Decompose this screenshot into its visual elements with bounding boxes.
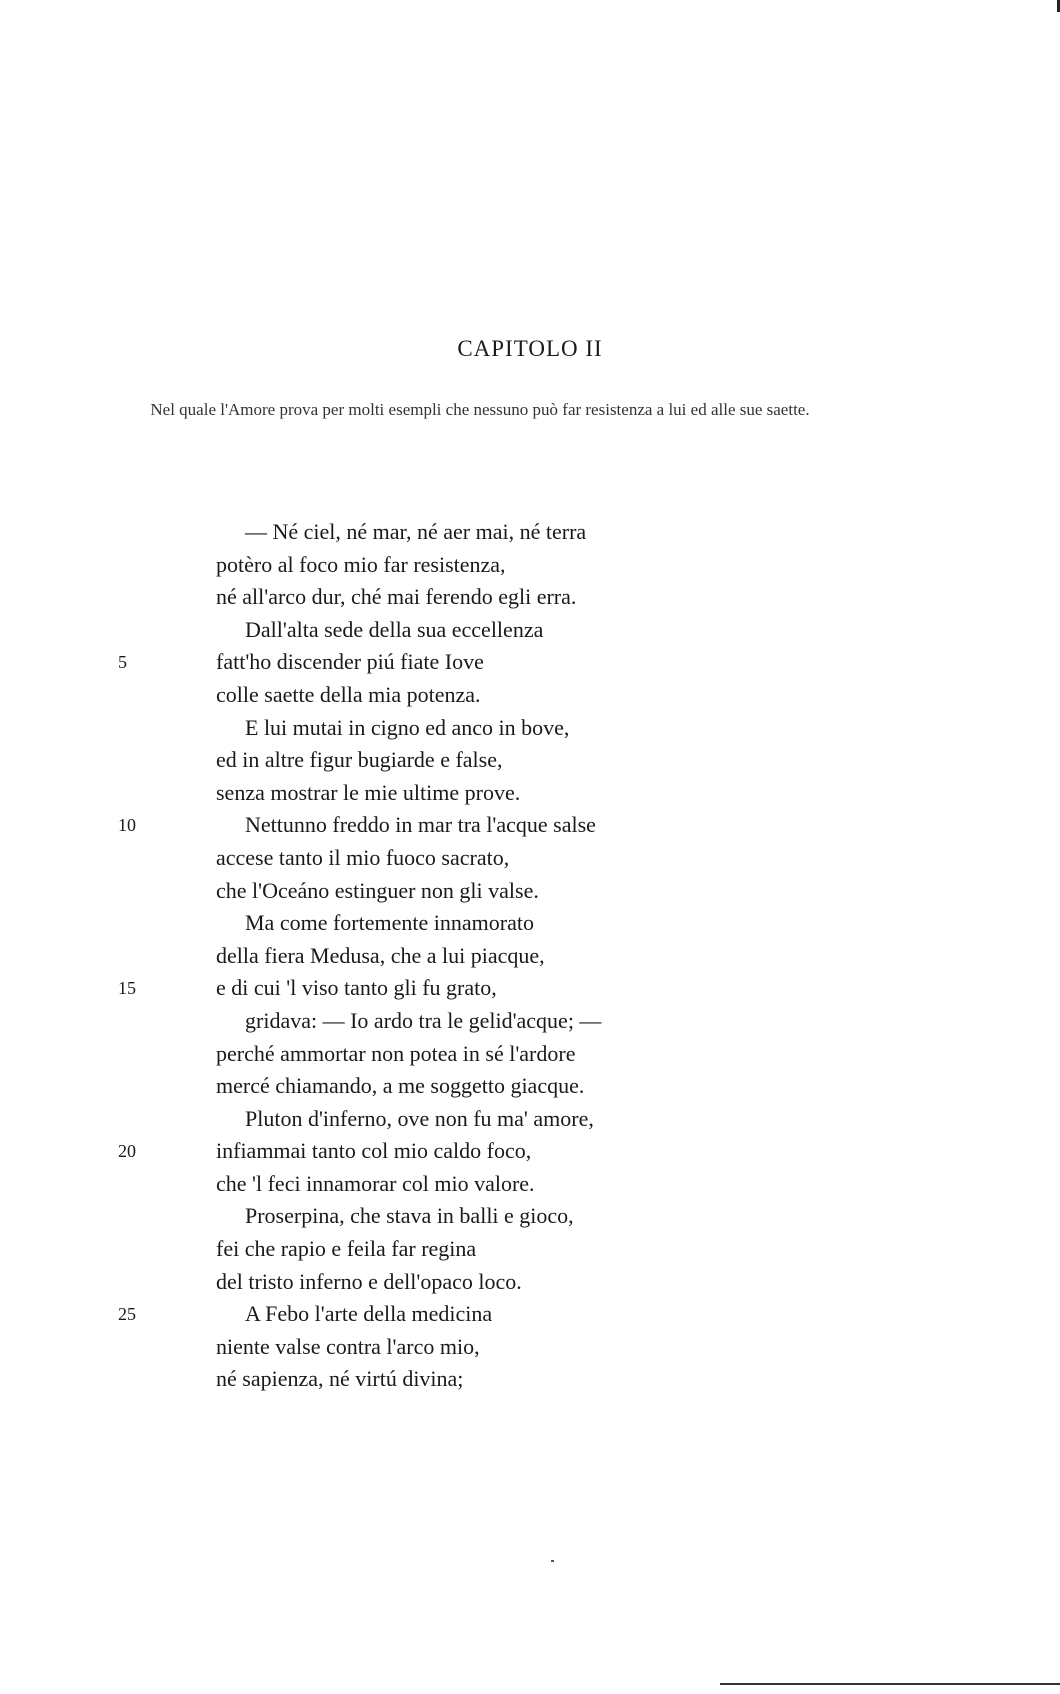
verse-text: del tristo inferno e dell'opaco loco. <box>216 1268 522 1294</box>
verse-line <box>0 875 1060 908</box>
verse-text: Ma come fortemente innamorato <box>245 910 534 936</box>
verse-number: 5 <box>118 652 127 673</box>
verse-text: fatt'ho discender piú fiate Iove <box>216 649 484 675</box>
verse-line <box>0 842 1060 875</box>
verse-line <box>0 1363 1060 1396</box>
verse-text: A Febo l'arte della medicina <box>245 1301 493 1327</box>
chapter-title: CAPITOLO II <box>457 336 603 361</box>
print-speck <box>551 1560 554 1562</box>
verse-text: né all'arco dur, ché mai ferendo egli erra. <box>216 584 577 610</box>
verse-line <box>0 940 1060 973</box>
verse-line <box>0 1038 1060 1071</box>
verse-text: E lui mutai in cigno ed anco in bove, <box>245 714 570 740</box>
verse-line <box>0 1135 1060 1168</box>
poem <box>0 516 1060 1396</box>
bottom-rule <box>720 1683 1060 1685</box>
verse-line <box>0 744 1060 777</box>
verse-number: 25 <box>118 1304 136 1325</box>
verse-text: mercé chiamando, a me soggetto giacque. <box>216 1073 585 1099</box>
verse-line <box>0 1070 1060 1103</box>
verse-text: Dall'alta sede della sua eccellenza <box>245 616 544 642</box>
verse-line <box>0 907 1060 940</box>
verse-line <box>0 809 1060 842</box>
verse-line <box>0 614 1060 647</box>
verse-line <box>0 1168 1060 1201</box>
verse-line <box>0 972 1060 1005</box>
verse-text: perché ammortar non potea in sé l'ardore <box>216 1040 576 1066</box>
verse-text: Proserpina, che stava in balli e gioco, <box>245 1203 574 1229</box>
verse-text: senza mostrar le mie ultime prove. <box>216 779 521 805</box>
verse-number: 15 <box>118 978 136 999</box>
verse-line <box>0 1103 1060 1136</box>
verse-line <box>0 1233 1060 1266</box>
verse-line <box>0 1266 1060 1299</box>
verse-text: fei che rapio e feila far regina <box>216 1236 477 1262</box>
verse-text: infiammai tanto col mio caldo foco, <box>216 1138 532 1164</box>
verse-text: potèro al foco mio far resistenza, <box>216 551 506 577</box>
verse-text: della fiera Medusa, che a lui piacque, <box>216 942 545 968</box>
verse-text: che 'l feci innamorar col mio valore. <box>216 1170 535 1196</box>
verse-line <box>0 516 1060 549</box>
verse-text: che l'Oceáno estinguer non gli valse. <box>216 877 539 903</box>
verse-line <box>0 712 1060 745</box>
verse-text: gridava: — Io ardo tra le gelid'acque; — <box>245 1007 602 1033</box>
verse-number: 20 <box>118 1141 136 1162</box>
verse-line <box>0 1200 1060 1233</box>
verse-text: accese tanto il mio fuoco sacrato, <box>216 844 510 870</box>
verse-line <box>0 581 1060 614</box>
verse-number: 10 <box>118 815 136 836</box>
verse-text: e di cui 'l viso tanto gli fu grato, <box>216 975 497 1001</box>
verse-text: né sapienza, né virtú divina; <box>216 1366 464 1392</box>
verse-text: — Né ciel, né mar, né aer mai, né terra <box>245 519 587 544</box>
chapter-summary: Nel quale l'Amore prova per molti esempli che nessuno può far resistenza a lui ed alle sue saette. <box>150 400 810 419</box>
verse-line <box>0 1331 1060 1364</box>
verse-line <box>0 679 1060 712</box>
verse-line <box>0 1298 1060 1331</box>
verse-line <box>0 1005 1060 1038</box>
verse-text: Nettunno freddo in mar tra l'acque salse <box>245 812 596 838</box>
verse-text: Pluton d'inferno, ove non fu ma' amore, <box>245 1105 594 1131</box>
verse-text: ed in altre figur bugiarde e false, <box>216 747 503 773</box>
verse-line <box>0 549 1060 582</box>
verse-line <box>0 646 1060 679</box>
verse-text: colle saette della mia potenza. <box>216 681 481 707</box>
verse-line <box>0 777 1060 810</box>
verse-text: niente valse contra l'arco mio, <box>216 1333 480 1359</box>
